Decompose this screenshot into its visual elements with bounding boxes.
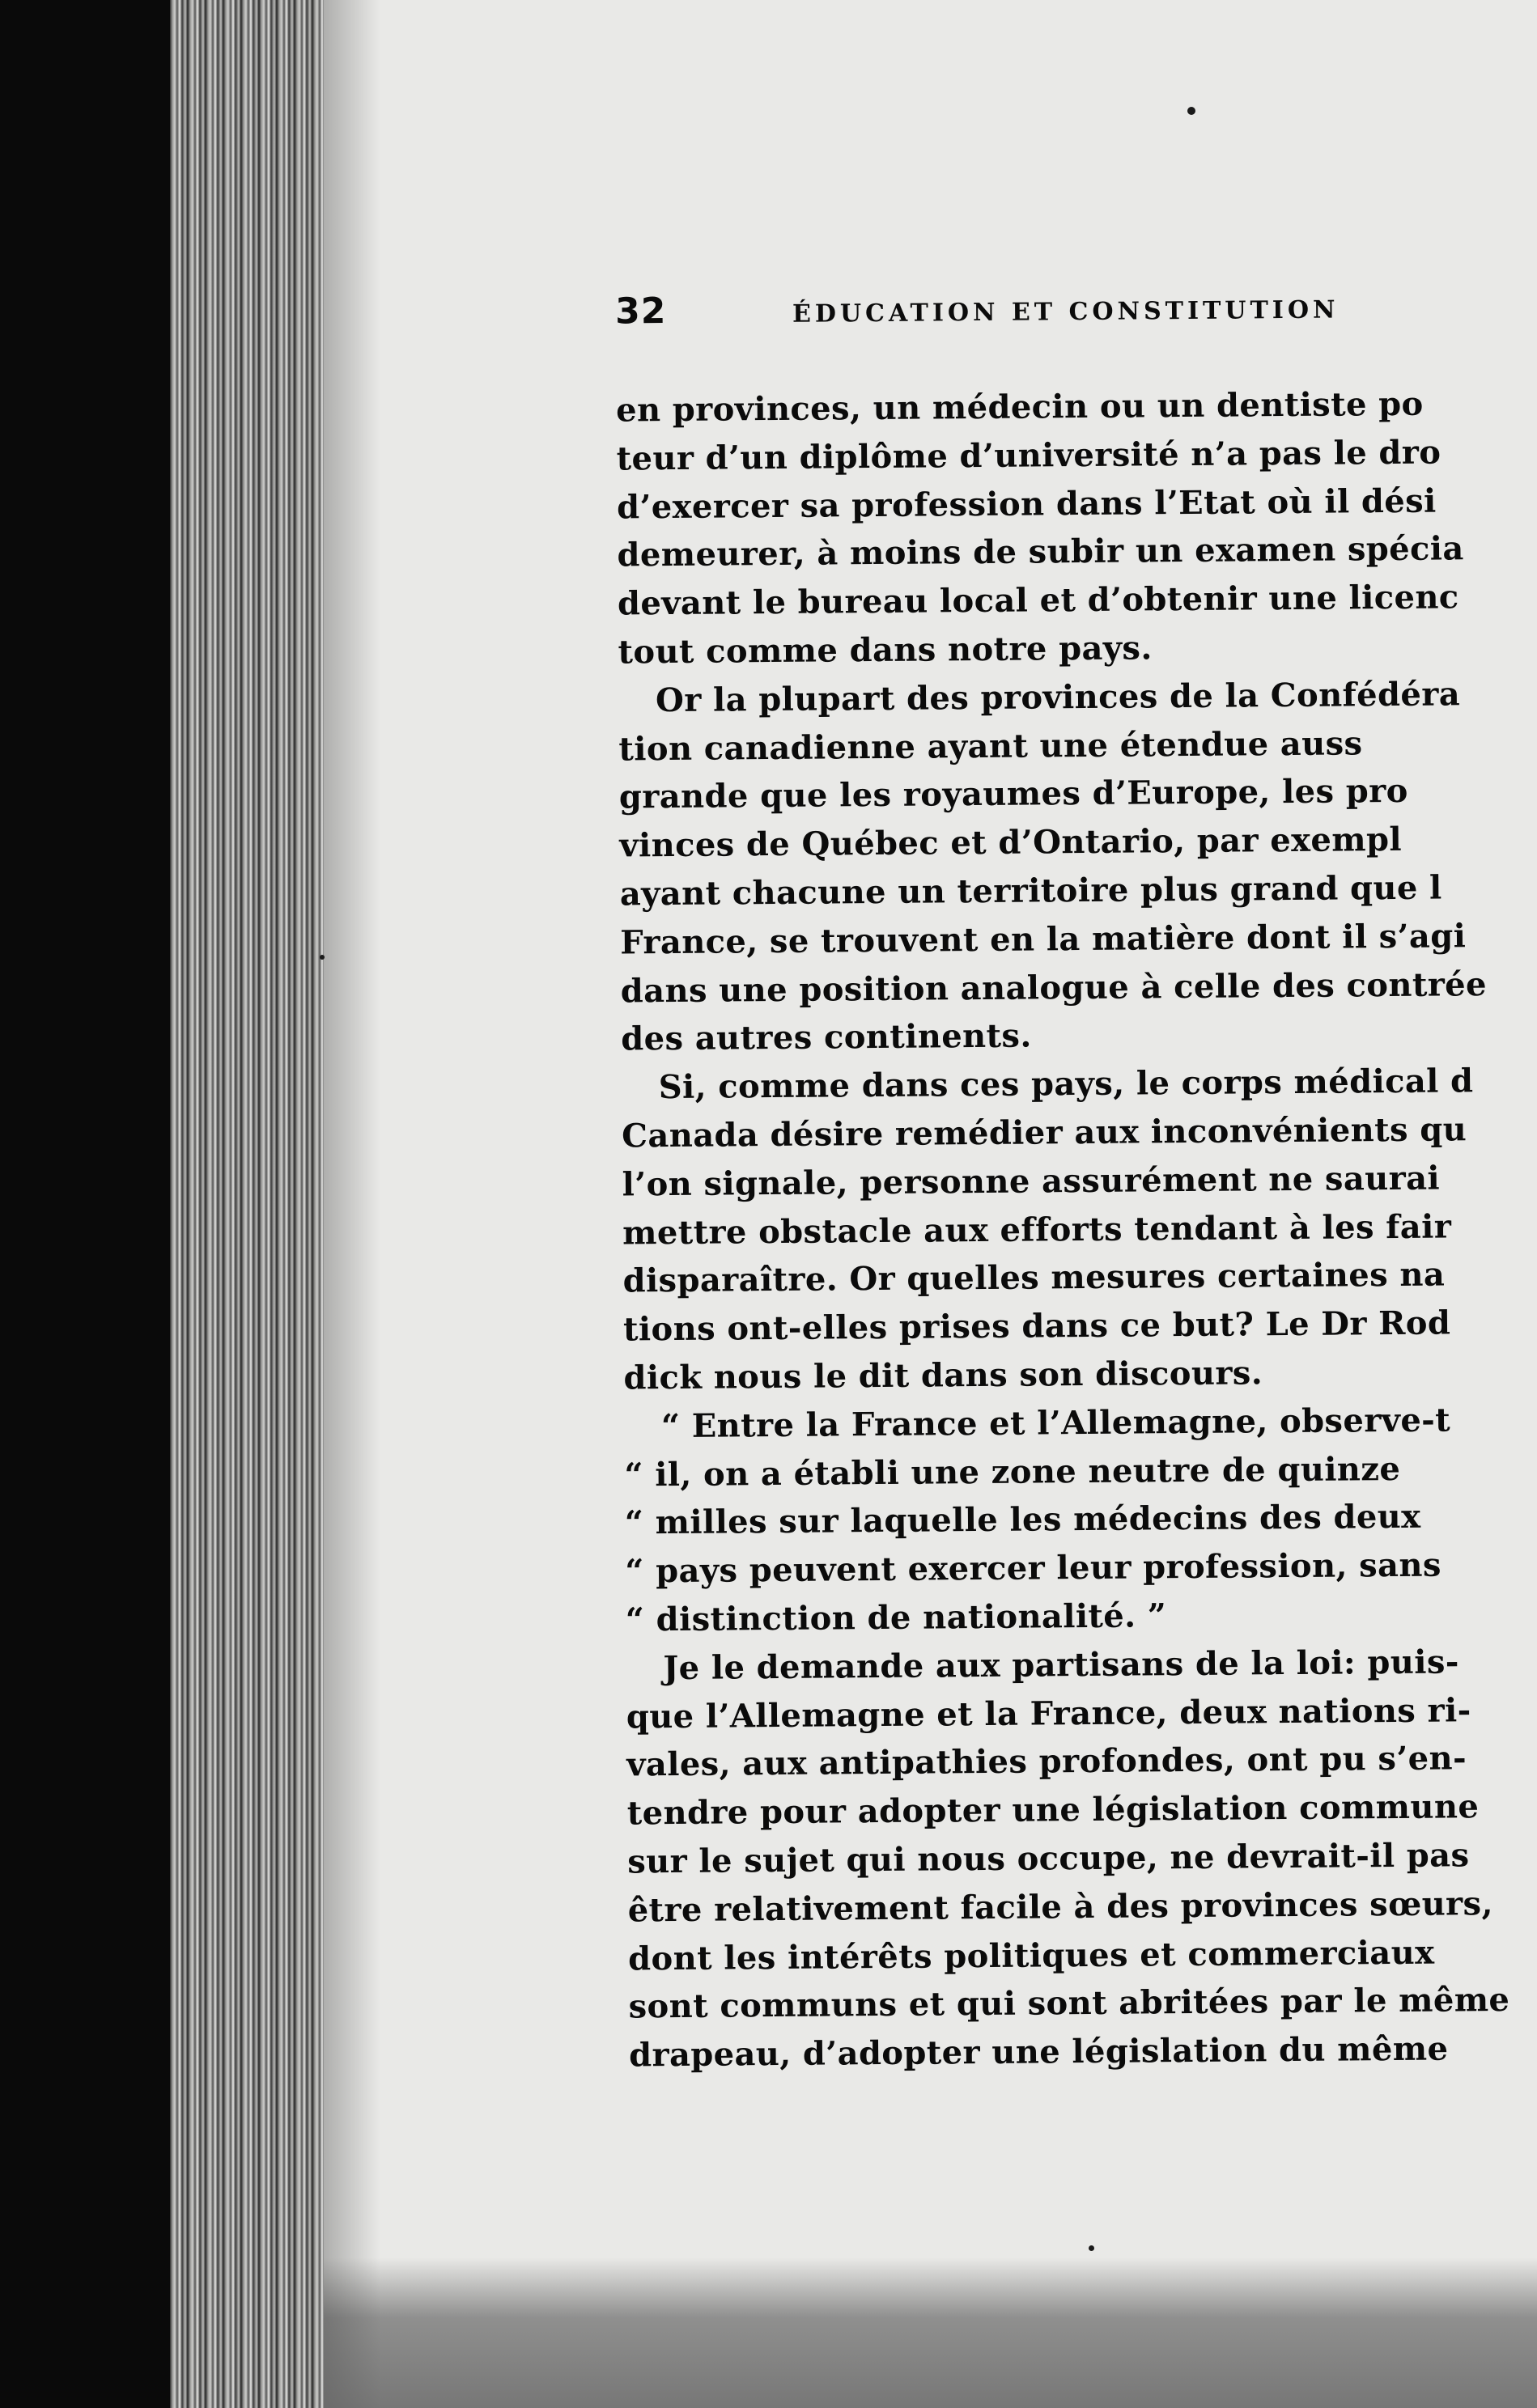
text-line: des autres continents.	[621, 1016, 1032, 1058]
text-line: dont les intérêts politiques et commerciaux	[628, 1933, 1435, 1978]
text-line: sont communs et qui sont abritées par le même	[628, 1981, 1510, 2026]
text-line: l’on signale, personne assurément ne saurai	[622, 1159, 1441, 1204]
text-line: grande que les royaumes d’Europe, les pro	[618, 772, 1408, 816]
text-line: France, se trouvent en la matière dont il s’agi	[620, 917, 1467, 962]
quote-line: “ pays peuvent exercer leur profession, sans	[625, 1545, 1441, 1591]
body-text	[616, 379, 1510, 2079]
running-title: ÉDUCATION ET CONSTITUTION	[792, 295, 1340, 329]
book-edge-dark	[0, 0, 170, 2408]
quote-line: “ distinction de nationalité. ”	[625, 1596, 1167, 1639]
bottom-shadow	[324, 2258, 1537, 2408]
text-line: d’exercer sa profession dans l’Etat où il dési	[616, 481, 1437, 527]
text-line: teur d’un diplôme d’université n’a pas le dro	[616, 433, 1441, 478]
text-line: dans une position analogue à celle des contrée	[620, 964, 1488, 1011]
quote-line: “ milles sur laquelle les médecins des deux	[624, 1498, 1421, 1542]
quote-line: “ Entre la France et l’Allemagne, observe-t	[660, 1401, 1451, 1445]
quote-line: “ il, on a établi une zone neutre de quinze	[624, 1449, 1401, 1494]
page-number: 32	[614, 290, 667, 333]
dust-speck	[1089, 2245, 1094, 2251]
text-line: drapeau, d’adopter une législation du même	[628, 2029, 1449, 2075]
text-line: tendre pour adopter une législation commune	[626, 1787, 1480, 1833]
dust-speck	[320, 955, 325, 960]
text-line: que l’Allemagne et la France, deux nations ri-	[626, 1690, 1471, 1736]
text-line: vinces de Québec et d’Ontario, par exempl	[619, 820, 1403, 865]
text-line: tout comme dans notre pays.	[618, 629, 1153, 672]
text-line: vales, aux antipathies profondes, ont pu s’en-	[626, 1739, 1467, 1784]
text-line: disparaître. Or quelles mesures certaines na	[622, 1255, 1446, 1300]
running-head	[615, 286, 1340, 333]
text-line: en provinces, un médecin ou un dentiste po	[615, 384, 1424, 430]
text-line: devant le bureau local et d’obtenir une licenc	[617, 578, 1459, 623]
gutter-shadow	[324, 0, 380, 2408]
paragraph-start-line: Si, comme dans ces pays, le corps médical d	[658, 1062, 1474, 1107]
text-line: Canada désire remédier aux inconvénients qu	[622, 1110, 1467, 1155]
text-line: demeurer, à moins de subir un examen spécia	[617, 529, 1464, 574]
text-line: mettre obstacle aux efforts tendant à les fair	[622, 1206, 1452, 1253]
text-line: tion canadienne ayant une étendue auss	[618, 723, 1363, 769]
printed-text-block	[567, 283, 1537, 2075]
dust-speck	[1187, 107, 1195, 115]
text-line: dick nous le dit dans son discours.	[623, 1354, 1263, 1397]
paragraph-start-line: Or la plupart des provinces de la Confédéra	[655, 675, 1461, 719]
text-line: sur le sujet qui nous occupe, ne devrait-il pas	[627, 1836, 1470, 1881]
text-line: tions ont-elles prises dans ce but? Le Dr Rod	[622, 1304, 1451, 1349]
text-line: être relativement facile à des provinces sœurs,	[627, 1884, 1493, 1930]
text-line: ayant chacune un territoire plus grand que l	[619, 868, 1442, 914]
paragraph-start-line: Je le demande aux partisans de la loi: puis-	[663, 1643, 1459, 1687]
page-stack-edge	[170, 0, 324, 2408]
